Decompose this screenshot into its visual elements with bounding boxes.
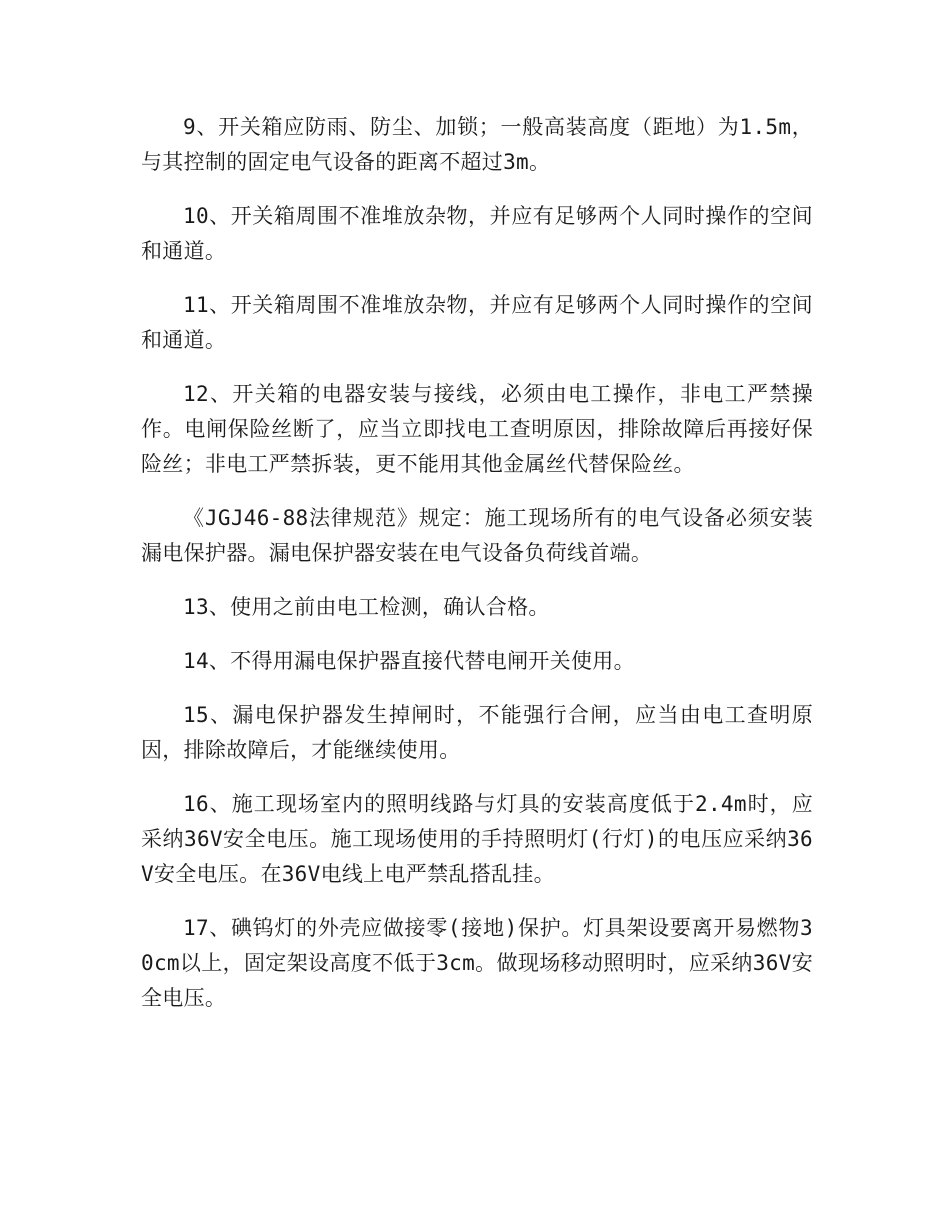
paragraph-item-9: 9、开关箱应防雨、防尘、加锁；一般高装高度（距地）为1.5m，与其控制的固定电气设备的距离不超过3m。 — [141, 115, 813, 174]
paragraph-item-14: 14、不得用漏电保护器直接代替电闸开关使用。 — [183, 649, 635, 673]
paragraph-item-11: 11、开关箱周围不准堆放杂物，并应有足够两个人同时操作的空间和通道。 — [141, 293, 813, 352]
paragraph-regulation-note: 《JGJ46-88法律规范》规定：施工现场所有的电气设备必须安装漏电保护器。漏电保护器安装在电气设备负荷线首端。 — [141, 506, 813, 565]
paragraph-item-17: 17、碘钨灯的外壳应做接零(接地)保护。灯具架设要离开易燃物30cm以上，固定架设高度不低于3cm。做现场移动照明时，应采纳36V安全电压。 — [141, 916, 813, 1010]
paragraph-item-10: 10、开关箱周围不准堆放杂物，并应有足够两个人同时操作的空间和通道。 — [141, 204, 813, 263]
paragraph-item-12: 12、开关箱的电器安装与接线，必须由电工操作，非电工严禁操作。电闸保险丝断了，应当立即找电工查明原因，排除故障后再接好保险丝；非电工严禁拆装，更不能用其他金属丝代替保险丝。 — [141, 382, 813, 476]
paragraph-item-15: 15、漏电保护器发生掉闸时，不能强行合闸，应当由电工查明原因，排除故障后，才能继续使用。 — [141, 703, 813, 762]
paragraph-item-13: 13、使用之前由电工检测，确认合格。 — [183, 595, 550, 619]
paragraph-item-16: 16、施工现场室内的照明线路与灯具的安装高度低于2.4m时，应采纳36V安全电压。施工现场使用的手持照明灯(行灯)的电压应采纳36V安全电压。在36V电线上电严禁乱搭乱挂。 — [141, 792, 813, 886]
document-body — [141, 110, 813, 1035]
